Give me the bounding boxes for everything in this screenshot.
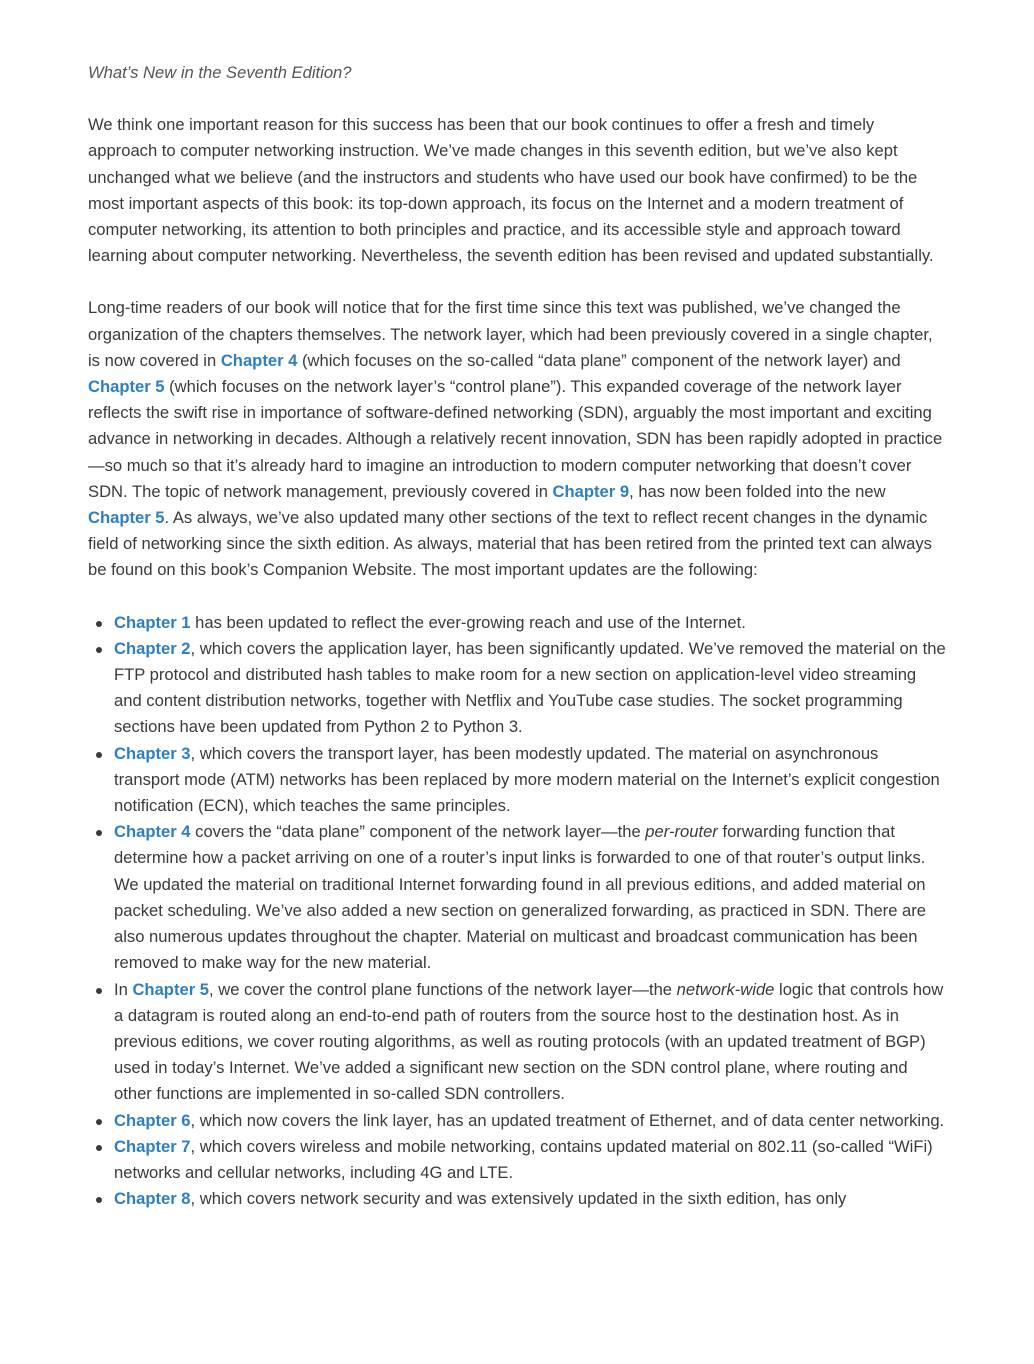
list-item-chapter-4 [114,819,946,976]
chapter-1-link[interactable]: Chapter 1 [114,612,191,632]
updates-list [88,610,946,1213]
document-page [88,60,946,1212]
paragraph-text: Long-time readers of our book will notice that for the first time since this text was published, we’ve changed the organization of the chapters themselves. The network layer, which had been previously covered in a single chapter, is now covered in [88,298,933,370]
chapter-6-link[interactable]: Chapter 6 [114,1110,191,1130]
chapter-4-link[interactable]: Chapter 4 [220,350,298,370]
chapter-5-link[interactable]: Chapter 5 [132,979,209,999]
list-item-chapter-1 [114,610,946,636]
organization-paragraph [88,295,946,583]
section-heading: What’s New in the Seventh Edition? [88,63,352,82]
emphasis-text: network-wide [676,979,775,999]
paragraph-text: (which focuses on the network layer’s “control plane”). This expanded coverage of the network layer reflects the swift rise in importance of software-defined networking (SDN), arguably the most important and exciting advance in networking in decades. Although a relatively recent innovation, SDN has been rapidly adopted in practice—so much so that it’s already hard to imagine an introduction to modern computer networking that doesn’t cover SDN. The topic of network management, previously covered in [88,377,943,501]
list-item-chapter-8 [114,1186,946,1212]
list-item-chapter-3 [114,741,946,820]
chapter-5-link[interactable]: Chapter 5 [88,377,165,397]
list-item-text: forwarding function that determine how a packet arriving on one of a router’s input links is forwarded to one of that router’s output links. We updated the material on traditional Internet forwarding found in all previous editions, and added material on packet scheduling. We’ve also added a new section on generalized forwarding, as practiced in SDN. There are also numerous updates throughout the chapter. Material on multicast and broadcast communication has been removed to make way for the new material. [114,822,927,973]
chapter-7-link[interactable]: Chapter 7 [114,1136,191,1156]
list-item-chapter-6 [114,1108,946,1134]
paragraph-text: . As always, we’ve also updated many other sections of the text to reflect recent changes in the dynamic field of networking since the sixth edition. As always, material that has been retired from the printed text can always be found on this book’s Companion Website. The most important updates are the following: [88,508,932,580]
list-item-text: , which covers the application layer, has been significantly updated. We’ve removed the material on the FTP protocol and distributed hash tables to make room for a new section on application-level video streaming and content distribution networks, together with Netflix and YouTube case studies. The socket programming sections have been updated from Python 2 to Python 3. [114,638,946,737]
chapter-4-link[interactable]: Chapter 4 [114,822,191,842]
paragraph-text: , has now been folded into the new [629,481,886,501]
list-item-text: In [114,979,133,999]
emphasis-text: per-router [645,822,718,842]
chapter-9-link[interactable]: Chapter 9 [552,481,630,501]
list-item-chapter-5 [114,977,946,1108]
list-item-text: covers the “data plane” component of the network layer—the [190,822,646,842]
intro-paragraph: We think one important reason for this success has been that our book continues to offer a fresh and timely approach to computer networking instruction. We’ve made changes in this seventh edition, but we’ve also kept unchanged what we believe (and the instructors and students who have used our book have confirmed) to be the most important aspects of this book: its top-down approach, its focus on the Internet and a modern treatment of computer networking, its attention to both principles and practice, and its accessible style and approach toward learning about computer networking. Nevertheless, the seventh edition has been revised and updated substantially. [88,115,934,266]
list-item-text: , which covers wireless and mobile networking, contains updated material on 802.11 (so-called “WiFi) networks and cellular networks, including 4G and LTE. [114,1136,933,1182]
list-item-text: logic that controls how a datagram is routed along an end-to-end path of routers from the source host to the destination host. As in previous editions, we cover routing algorithms, as well as routing protocols (with an updated treatment of BGP) used in today’s Internet. We’ve added a significant new section on the SDN control plane, where routing and other functions are implemented in so-called SDN controllers. [114,979,944,1104]
list-item-text: , which covers the transport layer, has been modestly updated. The material on asynchronous transport mode (ATM) networks has been replaced by more modern material on the Internet’s explicit congestion notification (ECN), which teaches the same principles. [114,743,940,816]
chapter-8-link[interactable]: Chapter 8 [114,1189,191,1209]
list-item-chapter-2 [114,636,946,741]
list-item-text: has been updated to reflect the ever-growing reach and use of the Internet. [190,612,746,632]
chapter-5-link[interactable]: Chapter 5 [88,508,165,528]
paragraph-text: (which focuses on the so-called “data plane” component of the network layer) and [297,350,901,370]
chapter-2-link[interactable]: Chapter 2 [114,638,191,658]
chapter-3-link[interactable]: Chapter 3 [114,743,191,763]
list-item-chapter-7 [114,1134,946,1186]
list-item-text: , which covers network security and was extensively updated in the sixth edition, has only [190,1189,847,1209]
list-item-text: , which now covers the link layer, has an updated treatment of Ethernet, and of data center networking. [190,1110,945,1130]
list-item-text: , we cover the control plane functions of the network layer—the [209,979,677,999]
